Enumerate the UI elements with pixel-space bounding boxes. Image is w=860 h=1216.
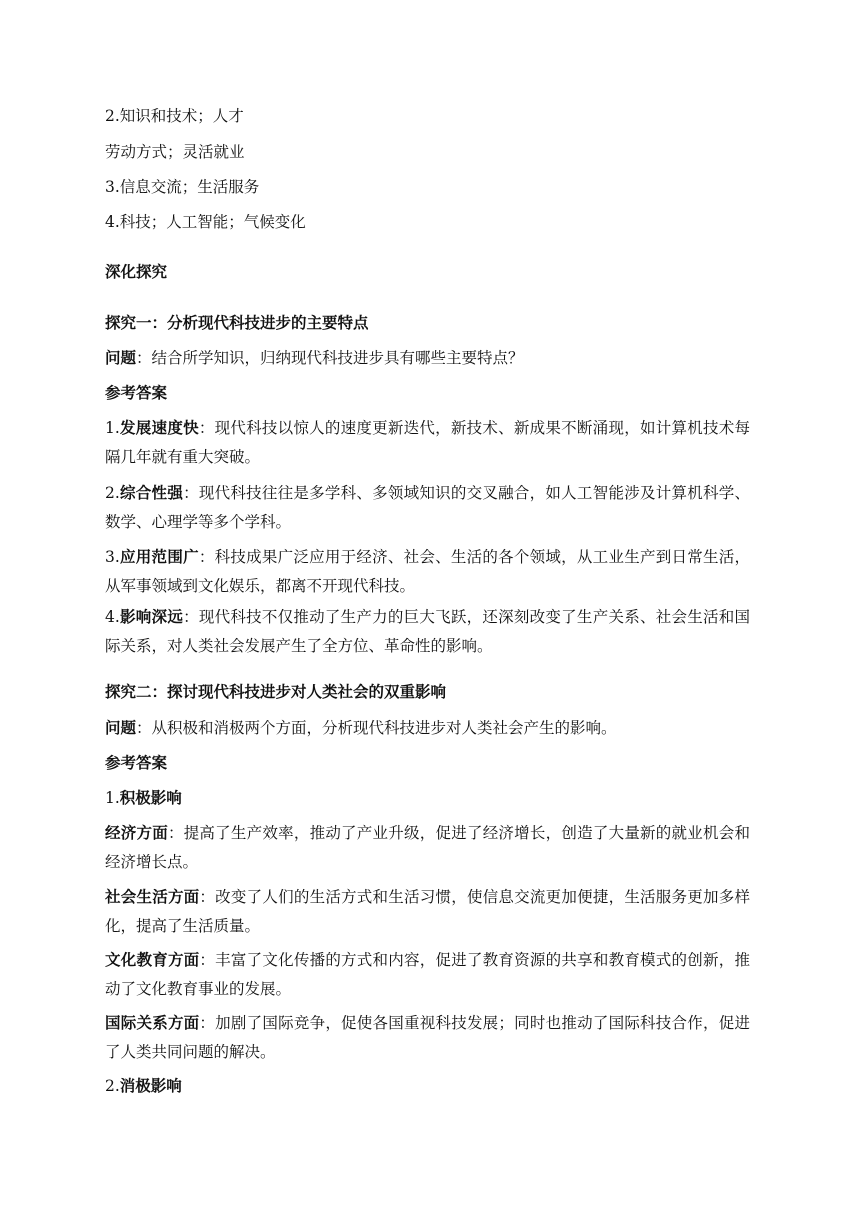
inquiry-1-question: [105, 348, 524, 368]
aspect-text: ：加剧了国际竞争，促使各国重视科技发展；同时也推动了国际科技合作，促进了人类共同问题的解决。: [105, 1014, 750, 1061]
answer-line: 3.信息交流；生活服务: [105, 178, 260, 196]
aspect-label: 国际关系方面: [105, 1013, 200, 1032]
aspect-text: ：改变了人们的生活方式和生活习惯，使信息交流更加便捷，生活服务更加多样化，提高了生活质量。: [105, 888, 750, 935]
question-text: ：从积极和消极两个方面，分析现代科技进步对人类社会产生的影响。: [136, 719, 617, 737]
point-label: 发展速度快: [119, 418, 199, 437]
feature-point: [105, 542, 750, 601]
feature-point: [105, 602, 750, 661]
feature-point: [105, 478, 750, 537]
inquiry-2-title: 探究二：探讨现代科技进步对人类社会的双重影响: [105, 682, 447, 701]
point-label: 综合性强: [119, 483, 184, 502]
question-label: 问题: [105, 348, 137, 367]
aspect-text: ：丰富了文化传播的方式和内容，促进了教育资源的共享和教育模式的创新，推动了文化教育事业的发展。: [105, 951, 750, 998]
answer-line: 4.科技；人工智能；气候变化: [105, 213, 306, 231]
point-number: 2.: [105, 1077, 120, 1095]
point-number: 1.: [105, 419, 120, 437]
point-label: 影响深远: [119, 607, 184, 626]
inquiry-2-answer-heading: 参考答案: [105, 753, 168, 772]
impact-aspect: [105, 1008, 750, 1067]
answer-line: 劳动方式；灵活就业: [105, 143, 245, 161]
impact-aspect: [105, 818, 750, 877]
impact-aspect: [105, 945, 750, 1004]
point-label: 应用范围广: [119, 547, 199, 566]
aspect-label: 经济方面: [105, 823, 168, 842]
point-number: 2.: [105, 484, 120, 502]
answer-line: 2.知识和技术；人才: [105, 107, 244, 125]
aspect-label: 社会生活方面: [105, 887, 200, 906]
point-number: 4.: [105, 608, 120, 626]
point-text: ：科技成果广泛应用于经济、社会、生活的各个领域，从工业生产到日常生活，从军事领域到文化娱乐，都离不开现代科技。: [105, 548, 750, 595]
negative-label: 消极影响: [119, 1076, 182, 1095]
section-title: 深化探究: [105, 262, 168, 281]
inquiry-1-title: 探究一：分析现代科技进步的主要特点: [105, 313, 369, 332]
positive-heading: [105, 788, 182, 808]
point-text: ：现代科技不仅推动了生产力的巨大飞跃，还深刻改变了生产关系、社会生活和国际关系，对人类社会发展产生了全方位、革命性的影响。: [105, 608, 750, 655]
impact-aspect: [105, 882, 750, 941]
positive-label: 积极影响: [119, 788, 182, 807]
aspect-label: 文化教育方面: [105, 950, 200, 969]
point-number: 1.: [105, 789, 120, 807]
question-label: 问题: [105, 718, 137, 737]
question-text: ：结合所学知识，归纳现代科技进步具有哪些主要特点？: [136, 349, 524, 367]
point-text: ：现代科技往往是多学科、多领域知识的交叉融合，如人工智能涉及计算机科学、数学、心理学等多个学科。: [105, 484, 750, 531]
point-text: ：现代科技以惊人的速度更新迭代，新技术、新成果不断涌现，如计算机技术每隔几年就有重大突破。: [105, 419, 750, 466]
feature-point: [105, 413, 750, 472]
inquiry-1-answer-heading: 参考答案: [105, 383, 168, 402]
negative-heading: [105, 1076, 182, 1096]
inquiry-2-question: [105, 718, 617, 738]
point-number: 3.: [105, 548, 120, 566]
aspect-text: ：提高了生产效率，推动了产业升级，促进了经济增长，创造了大量新的就业机会和经济增长点。: [105, 824, 750, 871]
